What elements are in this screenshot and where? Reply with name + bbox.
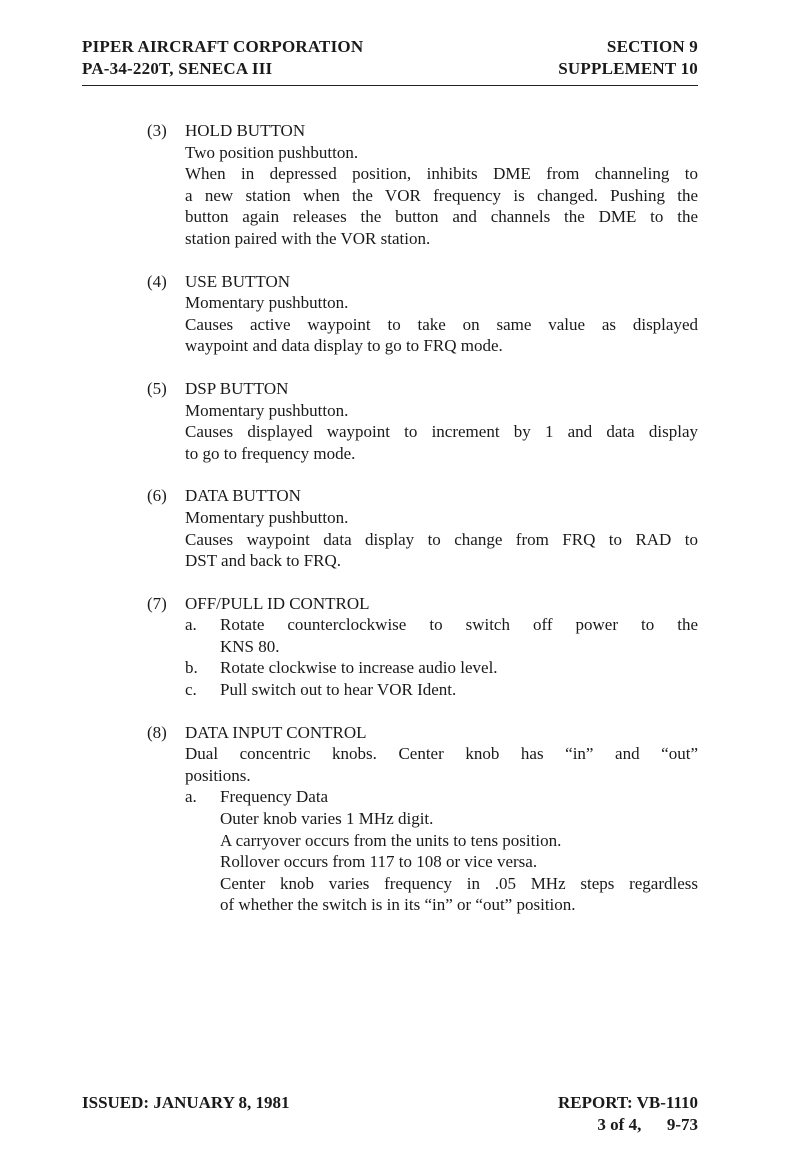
item-type: Momentary pushbutton. [185, 293, 349, 313]
sub-item-label: a. [185, 787, 197, 807]
sub-item-line: Rollover occurs from 117 to 108 or vice versa. [220, 852, 538, 872]
sub-item-line: KNS 80. [220, 636, 280, 656]
sub-item [185, 679, 698, 701]
sub-item-label: a. [185, 615, 197, 635]
item-title: OFF/PULL ID CONTROL [185, 593, 370, 613]
item-desc-line: waypoint and data display to go to FRQ mode. [185, 336, 503, 356]
header-right [558, 36, 698, 80]
item-title: DSP BUTTON [185, 378, 289, 398]
header-left [82, 36, 363, 80]
item-type: Momentary pushbutton. [185, 507, 349, 527]
header-rule [82, 85, 698, 86]
sub-item-line: Outer knob varies 1 MHz digit. [220, 809, 434, 829]
document-body [147, 120, 698, 937]
item-number: (6) [147, 486, 167, 506]
item-desc-line: Causes active waypoint to take on same value as displayed [185, 314, 698, 334]
item-title: USE BUTTON [185, 271, 290, 291]
item-off-pull-id-control [147, 593, 698, 701]
item-desc-line: to go to frequency mode. [185, 443, 356, 463]
item-data-button [147, 485, 698, 571]
item-type: Two position pushbutton. [185, 142, 359, 162]
item-desc-line: Dual concentric knobs. Center knob has “in” and “out” [185, 744, 698, 764]
company-name: PIPER AIRCRAFT CORPORATION [82, 37, 364, 56]
sub-item [185, 786, 698, 916]
item-desc-line: DST and back to FRQ. [185, 551, 341, 571]
issued-date: ISSUED: JANUARY 8, 1981 [82, 1093, 290, 1112]
item-title: DATA INPUT CONTROL [185, 722, 367, 742]
sub-item-label: c. [185, 680, 197, 700]
sub-item-line: Rotate clockwise to increase audio level. [220, 658, 498, 678]
sub-item-line: Rotate counterclockwise to switch off power to the [220, 615, 698, 635]
sub-item-line: Center knob varies frequency in .05 MHz steps regardless [220, 873, 698, 893]
sub-item-line: of whether the switch is in its “in” or “out” position. [220, 895, 576, 915]
supplement-label: SUPPLEMENT 10 [558, 59, 698, 78]
report-number: REPORT: VB-1110 [558, 1093, 698, 1112]
sub-item-heading: Frequency Data [220, 787, 329, 807]
item-type: Momentary pushbutton. [185, 400, 349, 420]
item-number: (5) [147, 378, 167, 398]
item-title: HOLD BUTTON [185, 121, 306, 140]
item-desc-line: Causes waypoint data display to change from FRQ to RAD to [185, 529, 698, 549]
item-desc-line: station paired with the VOR station. [185, 228, 431, 248]
item-number: (8) [147, 722, 167, 742]
item-desc-line: When in depressed position, inhibits DME from channeling to [185, 164, 698, 184]
sub-item [185, 657, 698, 679]
item-desc-line: Causes displayed waypoint to increment by 1 and data display [185, 422, 698, 442]
item-number: (3) [147, 121, 167, 140]
item-data-input-control [147, 722, 698, 916]
item-desc-line: button again releases the button and channels the DME to the [185, 207, 698, 227]
item-title: DATA BUTTON [185, 486, 301, 506]
item-dsp-button [147, 378, 698, 464]
item-number: (4) [147, 271, 167, 291]
sub-item [185, 614, 698, 657]
sub-item-line: Pull switch out to hear VOR Ident. [220, 680, 457, 700]
page-number: 3 of 4, 9-73 [597, 1115, 698, 1134]
sub-item-line: A carryover occurs from the units to tens position. [220, 830, 562, 850]
sub-item-label: b. [185, 658, 198, 678]
item-number: (7) [147, 593, 167, 613]
item-desc-line: positions. [185, 765, 251, 785]
item-use-button [147, 271, 698, 357]
aircraft-model: PA-34-220T, SENECA III [82, 59, 273, 78]
section-label: SECTION 9 [606, 37, 698, 56]
item-desc-line: a new station when the VOR frequency is changed. Pushing the [185, 185, 698, 205]
item-hold-button [147, 120, 698, 250]
